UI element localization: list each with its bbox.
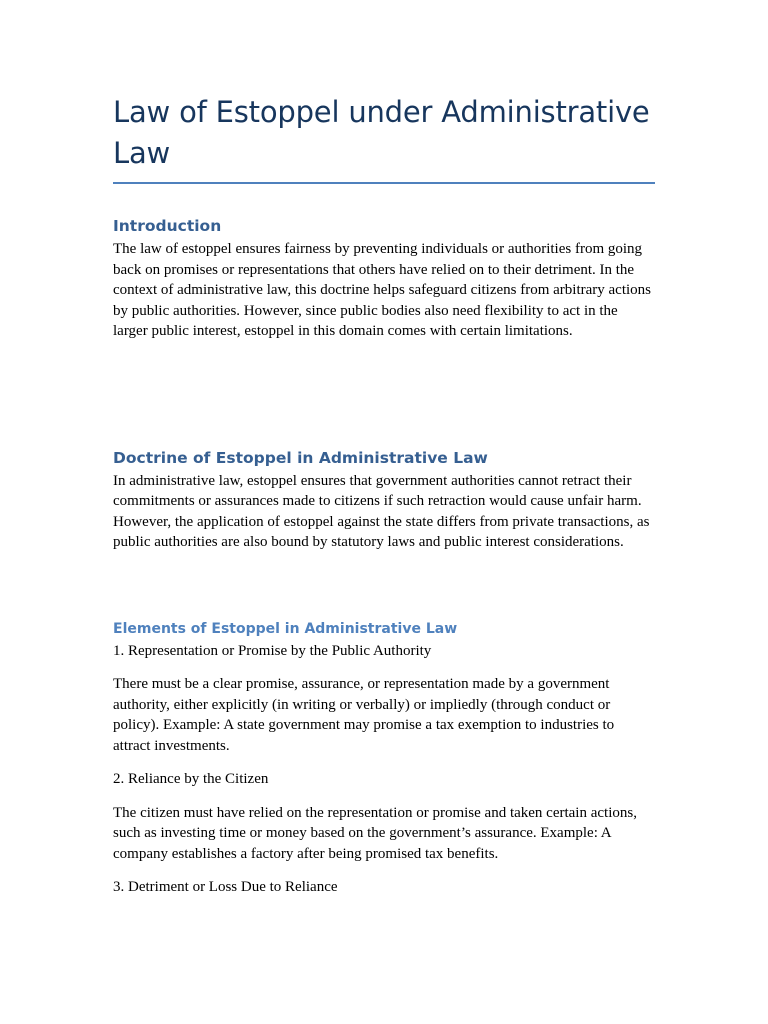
doctrine-heading: Doctrine of Estoppel in Administrative Law (113, 448, 488, 467)
element-1-paragraph: There must be a clear promise, assurance, or representation made by a government authority, either explicitly (in writing or verbally) or impliedly (through conduct or policy). Example: A state government may promise a tax exemption to industries to attract investments. (113, 676, 615, 754)
doctrine-paragraph: In administrative law, estoppel ensures that government authorities cannot retract their commitments or assurances made to citizens if such retraction would cause unfair harm. However, the application of estoppel against the state differs from private transactions, as public authorities are also bound by statutory laws and public interest considerations. (113, 472, 650, 550)
element-2-paragraph: The citizen must have relied on the representation or promise and taken certain actions, such as investing time or money based on the government’s assurance. Example: A company establishes a factory after being promised tax benefits. (113, 804, 637, 862)
introduction-paragraph: The law of estoppel ensures fairness by preventing individuals or authorities from going back on promises or representations that others have relied on to their detriment. In the context of administrative law, this doctrine helps safeguard citizens from arbitrary actions by public authorities. However, since public bodies also need flexibility to act in the larger public interest, estoppel in this domain comes with certain limitations. (113, 241, 652, 339)
element-3-title: 3. Detriment or Loss Due to Reliance (113, 879, 338, 895)
document-body (113, 92, 655, 898)
element-2-title: 2. Reliance by the Citizen (113, 771, 269, 787)
document-title: Law of Estoppel under Administrative Law (113, 95, 650, 170)
title-underline (113, 182, 655, 184)
introduction-heading: Introduction (113, 217, 222, 235)
elements-heading: Elements of Estoppel in Administrative Law (113, 620, 458, 637)
element-1-title: 1. Representation or Promise by the Public Authority (113, 642, 432, 659)
